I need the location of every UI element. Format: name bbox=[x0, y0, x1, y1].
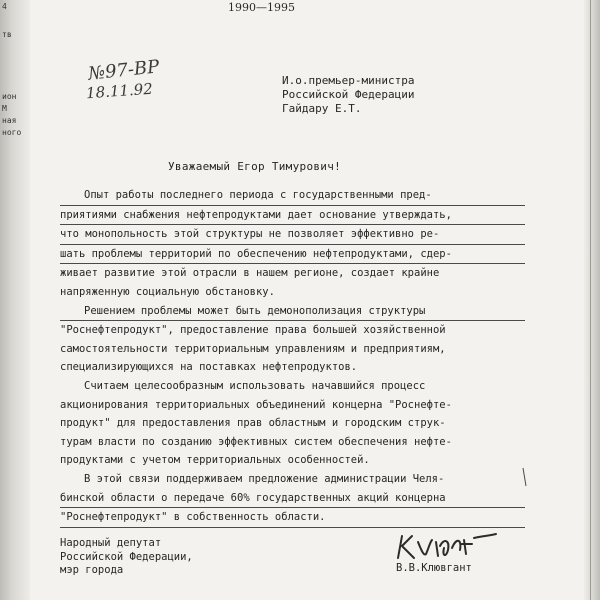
handwritten-signature bbox=[392, 528, 502, 564]
paragraph-3 bbox=[60, 377, 525, 470]
letter-body bbox=[60, 186, 525, 528]
text-line: напряженную социальную обстановку. bbox=[60, 285, 275, 298]
addressee-country: Российской Федерации bbox=[282, 88, 415, 101]
addressee-block bbox=[282, 74, 414, 116]
text-line: акционирования территориальных объединений концерна "Роснефте- bbox=[60, 398, 452, 411]
text-line: специализирующихся на поставках нефтепродуктов. bbox=[60, 361, 358, 374]
paragraph-2 bbox=[60, 302, 525, 377]
text-line: "Роснефтепродукт", предоставление права большей хозяйственной bbox=[60, 324, 446, 337]
signer-name: В.В.Клювгант bbox=[396, 562, 472, 574]
paragraph-4 bbox=[60, 470, 525, 528]
registration-number: №97-ВР bbox=[87, 56, 161, 85]
margin-fragment: ная bbox=[2, 116, 17, 125]
text-line: самостоятельности территориальным управлениям и предприятиям, bbox=[60, 342, 446, 355]
margin-fragment: 4 bbox=[2, 2, 7, 11]
text-line: Решением проблемы может быть демонополизация структуры bbox=[60, 302, 525, 322]
margin-fragment: М bbox=[2, 104, 7, 113]
addressee-name: Гайдару Е.Т. bbox=[282, 102, 362, 115]
text-line: турам власти по созданию эффективных систем обеспечения нефте- bbox=[60, 435, 452, 448]
margin-fragment: тв bbox=[2, 30, 12, 39]
margin-fragment: ного bbox=[2, 128, 22, 137]
scan-left-edge bbox=[0, 0, 30, 600]
signatory-title: Народный депутат bbox=[60, 537, 162, 549]
registration-date: 18.11.92 bbox=[85, 79, 154, 103]
signatory-block bbox=[60, 537, 193, 578]
text-line: приятиями снабжения нефтепродуктами дает основание утверждать, bbox=[60, 206, 525, 226]
text-line: продуктами с учетом территориальных особенностей. bbox=[60, 454, 370, 467]
signatory-country: Российской Федерации, bbox=[60, 550, 193, 563]
addressee-title: И.о.премьер-министра bbox=[282, 74, 415, 87]
text-line: В этой связи поддерживаем предложение администрации Челя- bbox=[84, 472, 445, 485]
text-line: Опыт работы последнего периода с государственными пред- bbox=[60, 186, 525, 206]
text-line: Считаем целесообразным использовать начавшийся процесс bbox=[84, 379, 426, 392]
signatory-position: мэр города bbox=[60, 564, 124, 576]
margin-fragment: ион bbox=[2, 92, 17, 101]
text-line: что монопольность этой структуры не позволяет эффективно ре- bbox=[60, 225, 525, 245]
scan-right-edge bbox=[584, 0, 600, 600]
text-line: "Роснефтепродукт" в собственность области. bbox=[60, 508, 525, 528]
salutation: Уважаемый Егор Тимурович! bbox=[168, 160, 342, 173]
text-line: бинской области о передаче 60% государственных акций концерна bbox=[60, 489, 525, 509]
header-years: 1990—1995 bbox=[228, 1, 295, 14]
pencil-tick-mark bbox=[520, 466, 534, 488]
text-line: продукт" для предоставления прав областным и городским струк- bbox=[60, 417, 446, 430]
paragraph-1 bbox=[60, 186, 525, 302]
text-line: живает развитие этой отрасли в нашем регионе, создает крайне bbox=[60, 267, 440, 280]
text-line: шать проблемы территорий по обеспечению нефтепродуктами, сдер- bbox=[60, 245, 525, 265]
